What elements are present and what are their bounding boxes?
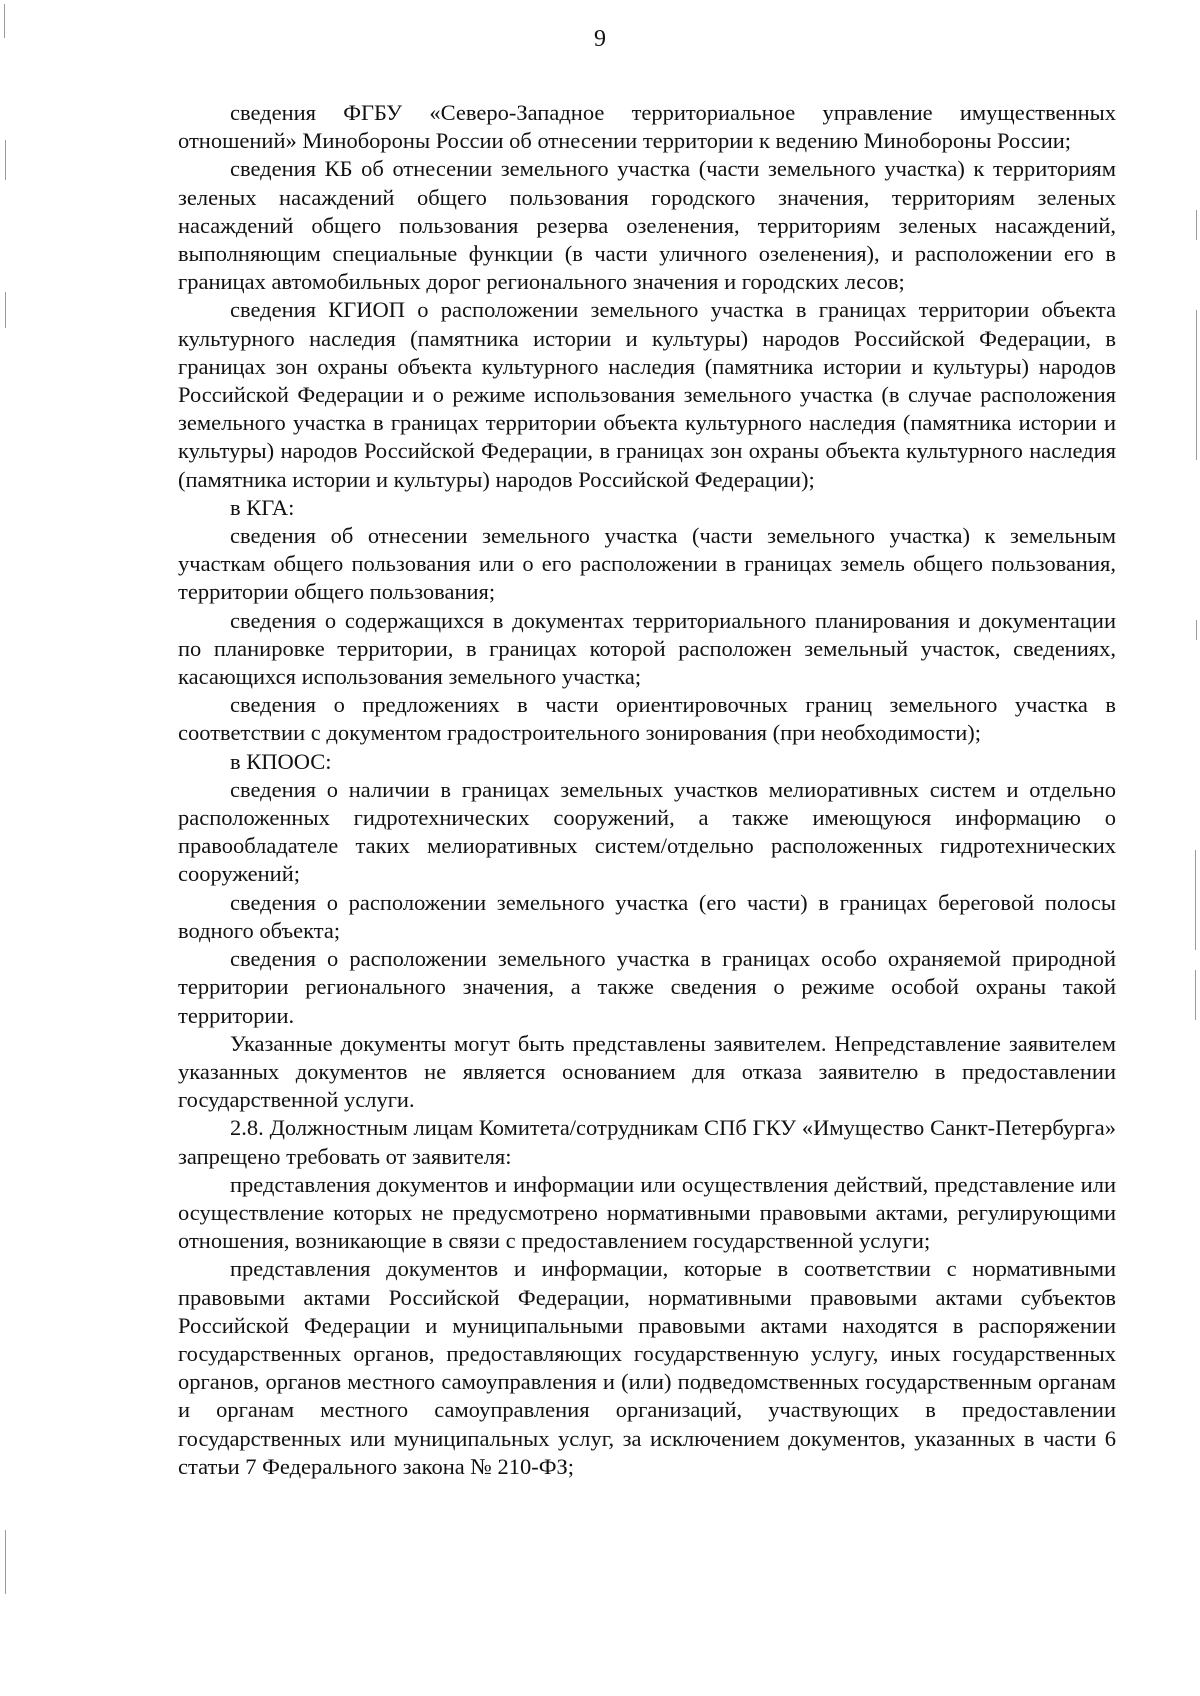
document-body <box>178 99 1116 1481</box>
scan-mark-left-2 <box>5 140 6 180</box>
paragraph-documents-note: Указанные документы могут быть представлены заявителем. Непредставление заявителем указанных документов не является основанием для отказа заявителю в предоставлении государственной услуги. <box>178 1030 1116 1113</box>
paragraph-prohibition-1: представления документов и информации или осуществления действий, представление или осуществление которых не предусмотрено нормативными правовыми актами, регулирующими отношения, возникающие в связи с предоставлением государственной услуги; <box>178 1171 1116 1254</box>
scan-mark-right-3 <box>1196 620 1197 640</box>
paragraph-kpoos-protected-area: сведения о расположении земельного участка в границах особо охраняемой природной территории регионального значения, а также сведения о режиме особой охраны такой территории. <box>178 946 1116 1028</box>
paragraph-kb: сведения КБ об отнесении земельного участка (части земельного участка) к территориям зеленых насаждений общего пользования городского значения, территориям зеленых насаждений общего пользования резерва озеленения, территориям зеленых насаждений, выполняющим специальные функции (в части уличного озеленения), и расположении его в границах автомобильных дорог регионального значения и городских лесов; <box>178 156 1116 295</box>
paragraph-section-2-8: 2.8. Должностным лицам Комитета/сотрудникам СПб ГКУ «Имущество Санкт-Петербурга» запрещено требовать от заявителя: <box>178 1115 1116 1169</box>
scan-mark-left-1 <box>4 4 5 38</box>
paragraph-prohibition-2: представления документов и информации, которые в соответствии с нормативными правовыми актами Российской Федерации, нормативными правовыми актами субъектов Российской Федерации и муниципальными правовыми актами находятся в распоряжении государственных органов, предоставляющих государственную услугу, иных государственных органов, органов местного самоуправления и (или) подведомственных государственным органам и органам местного самоуправления организаций, участвующих в предоставлении государственных или муниципальных услуг, за исключением документов, указанных в части 6 статьи 7 Федерального закона № 210-ФЗ; <box>178 1256 1116 1479</box>
page-number: 9 <box>594 26 606 52</box>
paragraph-kga-heading: в КГА: <box>230 494 295 520</box>
paragraph-kpoos-melioration: сведения о наличии в границах земельных участков мелиоративных систем и отдельно расположенных гидротехнических сооружений, а также имеющуюся информацию о правообладателе таких мелиоративных систем/отдельно расположенных гидротехнических сооружений; <box>178 776 1116 887</box>
paragraph-kgiop: сведения КГИОП о расположении земельного участка в границах территории объекта культурного наследия (памятника истории и культуры) народов Российской Федерации, в границах зон охраны объекта культурного наследия (памятника истории и культуры) народов Российской Федерации и о режиме использования земельного участка (в случае расположения земельного участка в границах территории объекта культурного наследия (памятника истории и культуры) народов Российской Федерации, в границах зон охраны объекта культурного наследия (памятника истории и культуры) народов Российской Федерации); <box>178 297 1116 492</box>
scan-mark-right-1 <box>1196 210 1197 240</box>
paragraph-kga-public-land: сведения об отнесении земельного участка (части земельного участка) к земельным участкам общего пользования или о его расположении в границах земель общего пользования, территории общего пользования; <box>178 523 1116 605</box>
scan-mark-right-5 <box>1195 970 1196 1020</box>
paragraph-kga-zoning: сведения о предложениях в части ориентировочных границ земельного участка в соответствии с документом градостроительного зонирования (при необходимости); <box>178 692 1116 746</box>
scan-mark-left-3 <box>5 292 6 328</box>
scan-mark-right-4 <box>1195 850 1196 950</box>
scan-mark-right-2 <box>1196 310 1197 460</box>
paragraph-kga-planning: сведения о содержащихся в документах территориального планирования и документации по планировке территории, в границах которой расположен земельный участок, сведениях, касающихся использования земельного участка; <box>178 607 1116 690</box>
scan-mark-left-4 <box>5 1530 6 1594</box>
paragraph-fgbu: сведения ФГБУ «Северо-Западное территориальное управление имущественных отношений» Минобороны России об отнесении территории к ведению Минобороны России; <box>178 100 1116 154</box>
paragraph-kpoos-shore: сведения о расположении земельного участка (его части) в границах береговой полосы водного объекта; <box>178 889 1116 943</box>
paragraph-kpoos-heading: в КПООС: <box>230 748 332 774</box>
